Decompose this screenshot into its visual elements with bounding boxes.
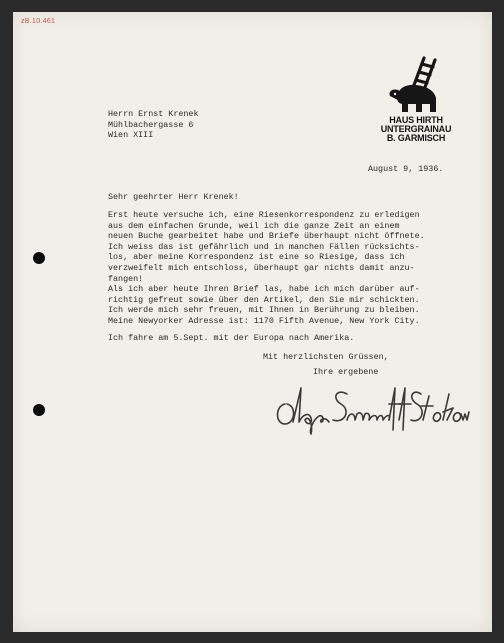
handwritten-signature <box>271 374 471 436</box>
body-line: Als ich aber heute Ihren Brief las, habe ich mich darüber auf- <box>108 284 420 294</box>
closing-line: Mit herzlichsten Grüssen, <box>263 352 389 362</box>
letterhead-logo <box>371 54 461 164</box>
recipient-address <box>108 109 198 141</box>
body-line: neuen Buche gearbeitet habe und Briefe überhaupt nicht öffnete. <box>108 231 425 242</box>
letter-date: August 9, 1936. <box>368 164 444 174</box>
body-line: richtig gefreut sowie über den Artikel, den Sie mir schickten. <box>108 294 420 305</box>
recipient-name: Herrn Ernst Krenek <box>108 109 199 119</box>
punch-hole-bottom <box>33 404 45 416</box>
body-line: Meine Newyorker Adresse ist: 1170 Fifth Avenue, New York City. <box>108 315 420 326</box>
letter-sheet <box>13 12 492 632</box>
recipient-city: Wien XIII <box>108 130 154 141</box>
body-line: fangen! <box>108 273 144 284</box>
body-paragraph-2 <box>108 284 420 326</box>
letterhead-line-3: B. GARMISCH <box>386 133 446 143</box>
body-paragraph-3 <box>108 333 354 344</box>
salutation: Sehr geehrter Herr Krenek! <box>108 192 239 202</box>
letterhead-line-1: HAUS HIRTH <box>389 115 443 125</box>
recipient-street: Mühlbachergasse 6 <box>108 119 194 130</box>
body-line: Ich werde mich sehr freuen, mit Ihnen in Berührung zu bleiben. <box>108 305 420 316</box>
elephant-ladder-logo-icon <box>384 54 448 116</box>
body-line: los, aber meine Korrespondenz ist eine so Riesige, dass ich <box>108 252 405 263</box>
body-line: Ich weiss das ist gefährlich und in manchen Fällen rücksichts- <box>108 241 420 252</box>
body-paragraph-1 <box>108 210 425 284</box>
punch-hole-top <box>33 252 45 264</box>
body-line: aus dem einfachen Grunde, weil ich die ganze Zeit an einem <box>108 220 400 231</box>
body-line: Ich fahre am 5.Sept. mit der Europa nach Amerika. <box>108 333 355 343</box>
letterhead-line-2: UNTERGRAINAU <box>380 124 452 134</box>
closing-line-2: Ihre ergebene <box>313 367 379 377</box>
body-line: verzweifelt mich entschloss, überhaupt gar nichts damit anzu- <box>108 262 415 273</box>
body-line: Erst heute versuche ich, eine Riesenkorrespondenz zu erledigen <box>108 210 420 220</box>
archive-mark: zB.10.461 <box>21 18 56 25</box>
